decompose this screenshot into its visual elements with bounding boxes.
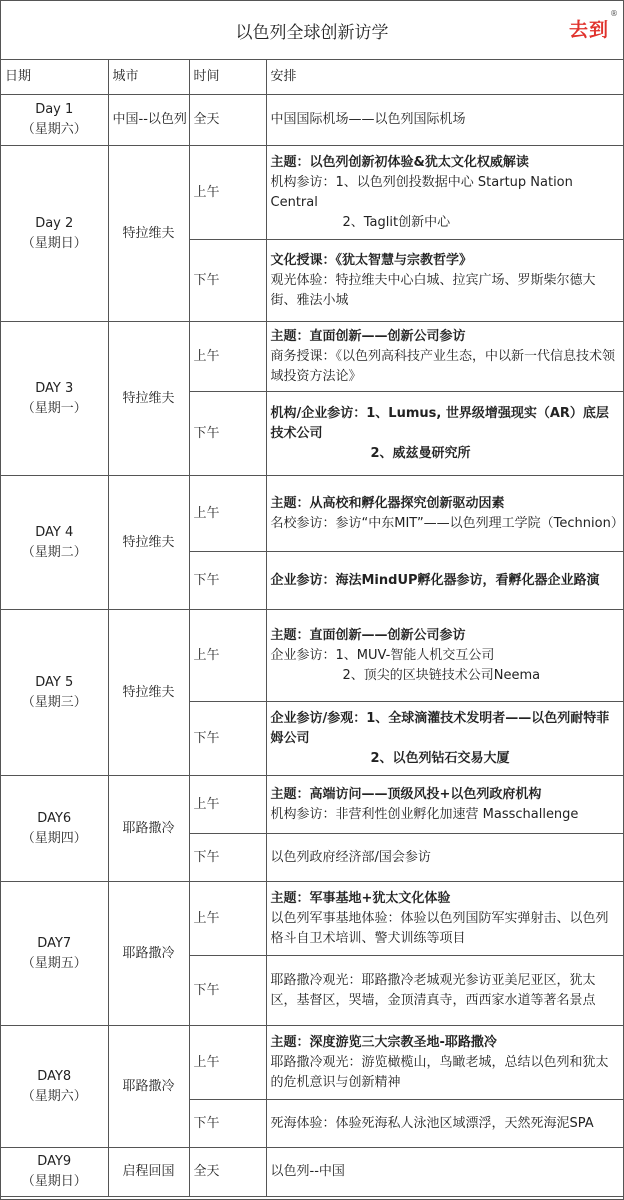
table-row: [1, 95, 623, 146]
plan-cell: 主题：军事基地+犹太文化体验 以色列军事基地体验：体验以色列国防军实弹射击、以色列格斗自卫术培训、警犬训练等项目: [266, 882, 623, 956]
time-cell: 下午: [189, 1100, 266, 1148]
city-cell: 特拉维夫: [108, 322, 189, 476]
date-cell: DAY7 （星期五）: [1, 882, 108, 1026]
plan-cell: 主题：直面创新——创新公司参访 商务授课：《以色列高科技产业生态，中以新一代信息技术领域投资方法论》: [266, 322, 623, 392]
time-cell: 下午: [189, 392, 266, 476]
plan-cell: 机构/企业参访：1、Lumus, 世界级增强现实（AR）底层技术公司 2、威兹曼研究所: [266, 392, 623, 476]
header-row: [1, 60, 623, 95]
city-cell: 耶路撒冷: [108, 776, 189, 882]
table-row: [1, 476, 623, 552]
table-row: [1, 1148, 623, 1197]
plan-cell: 企业参访：海法MindUP孵化器参访，看孵化器企业路演: [266, 552, 623, 610]
city-cell: 特拉维夫: [108, 146, 189, 322]
date-cell: DAY 3 （星期一）: [1, 322, 108, 476]
plan-cell: 主题：高端访问——顶级风投+以色列政府机构 机构参访：非营利性创业孵化加速营 Masschallenge: [266, 776, 623, 834]
header-city: 城市: [108, 60, 189, 95]
plan-cell: 主题：以色列创新初体验&犹太文化权威解读 机构参访：1、以色列创投数据中心 Startup Nation Central 2、Taglit创新中心: [266, 146, 623, 240]
table-row: [1, 146, 623, 240]
table-row: [1, 610, 623, 702]
city-cell: 启程回国: [108, 1148, 189, 1197]
plan-cell: 主题：直面创新——创新公司参访 企业参访：1、MUV-智能人机交互公司 2、顶尖的区块链技术公司Neema: [266, 610, 623, 702]
header-date: 日期: [1, 60, 108, 95]
table-row: [1, 1026, 623, 1100]
table-row: [1, 322, 623, 392]
time-cell: 上午: [189, 610, 266, 702]
plan-cell: 死海体验：体验死海私人泳池区域漂浮，天然死海泥SPA: [266, 1100, 623, 1148]
time-cell: 下午: [189, 552, 266, 610]
city-cell: 耶路撒冷: [108, 1026, 189, 1148]
date-cell: Day 1 （星期六）: [1, 95, 108, 146]
date-cell: DAY 5 （星期三）: [1, 610, 108, 776]
time-cell: 上午: [189, 476, 266, 552]
plan-cell: 主题：从高校和孵化器探究创新驱动因素 名校参访：参访“中东MIT”——以色列理工学院（Technion）: [266, 476, 623, 552]
header-plan: 安排: [266, 60, 623, 95]
plan-cell: 文化授课：《犹太智慧与宗教哲学》 观光体验：特拉维夫中心白城、拉宾广场、罗斯柴尔德大街、雅法小城: [266, 240, 623, 322]
table-row: [1, 882, 623, 956]
plan-cell: 以色列--中国: [266, 1148, 623, 1197]
itinerary-table: [1, 60, 623, 1197]
time-cell: 上午: [189, 146, 266, 240]
city-cell: 特拉维夫: [108, 610, 189, 776]
title-bar: [1, 1, 623, 60]
time-cell: 下午: [189, 834, 266, 882]
plan-cell: 企业参访/参观：1、全球滴灌技术发明者——以色列耐特菲姆公司 2、以色列钻石交易大厦: [266, 702, 623, 776]
date-cell: DAY8 （星期六）: [1, 1026, 108, 1148]
time-cell: 全天: [189, 95, 266, 146]
time-cell: 上午: [189, 322, 266, 392]
time-cell: 全天: [189, 1148, 266, 1197]
table-row: [1, 776, 623, 834]
city-cell: 中国--以色列: [108, 95, 189, 146]
date-cell: DAY9 （星期日）: [1, 1148, 108, 1197]
date-cell: Day 2 （星期日）: [1, 146, 108, 322]
city-cell: 特拉维夫: [108, 476, 189, 610]
time-cell: 下午: [189, 956, 266, 1026]
page-title: 以色列全球创新访学: [235, 22, 389, 43]
time-cell: 下午: [189, 240, 266, 322]
plan-cell: 中国国际机场——以色列国际机场: [266, 95, 623, 146]
date-cell: DAY 4 （星期二）: [1, 476, 108, 610]
city-cell: 耶路撒冷: [108, 882, 189, 1026]
time-cell: 上午: [189, 882, 266, 956]
header-time: 时间: [189, 60, 266, 95]
plan-cell: 以色列政府经济部/国会参访: [266, 834, 623, 882]
date-cell: DAY6 （星期四）: [1, 776, 108, 882]
time-cell: 下午: [189, 702, 266, 776]
time-cell: 上午: [189, 1026, 266, 1100]
brand-logo: 去到 ®: [568, 9, 619, 41]
plan-cell: 主题：深度游览三大宗教圣地-耶路撒冷 耶路撒冷观光：游览橄榄山，鸟瞰老城，总结以色列和犹太的危机意识与创新精神: [266, 1026, 623, 1100]
time-cell: 上午: [189, 776, 266, 834]
plan-cell: 耶路撒冷观光：耶路撒冷老城观光参访亚美尼亚区，犹太区，基督区，哭墙，金顶清真寺，西西家水道等著名景点: [266, 956, 623, 1026]
